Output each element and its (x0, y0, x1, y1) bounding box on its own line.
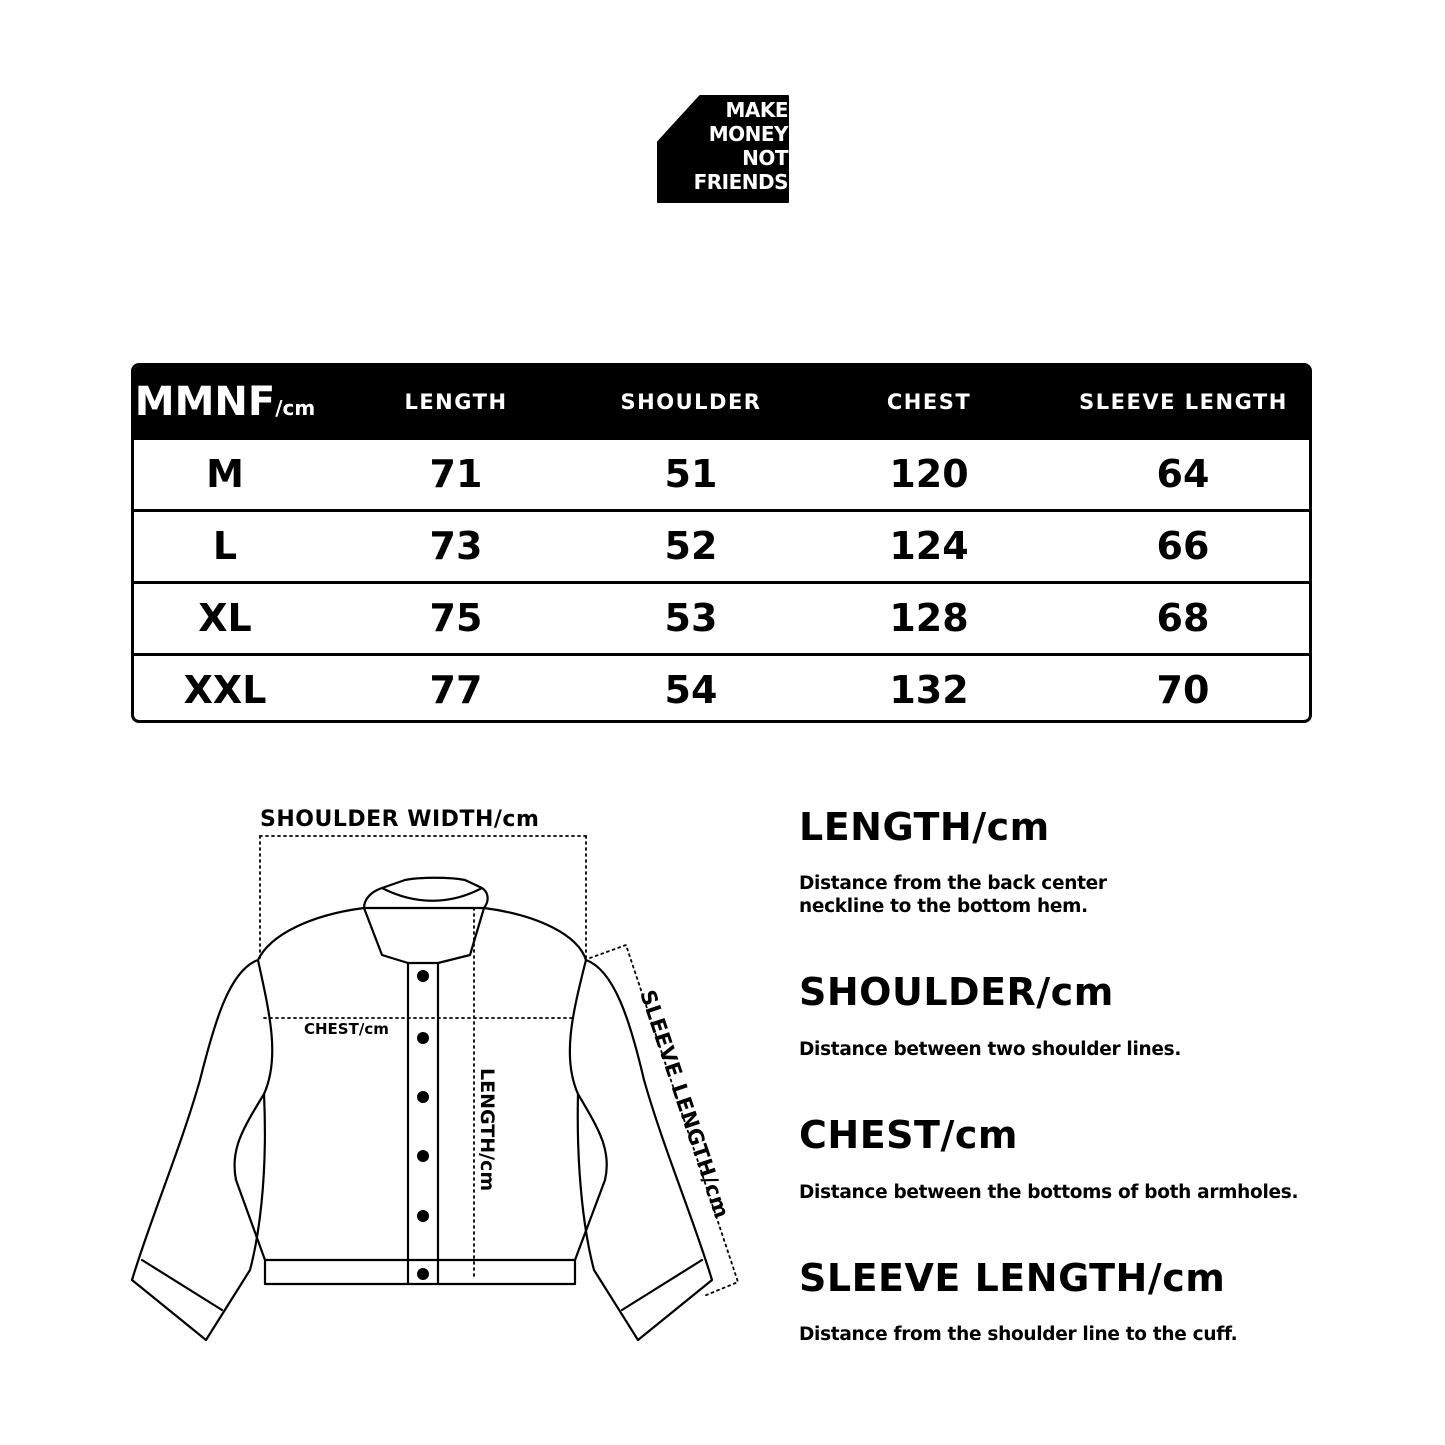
brand-name: MMNF (134, 379, 276, 425)
sleeve-length-cell: 70 (1156, 668, 1210, 712)
jacket-shoulders (258, 908, 586, 960)
button-6 (417, 1268, 429, 1280)
chest-label: CHEST/cm (304, 1020, 389, 1038)
shoulder-cell: 53 (664, 596, 718, 640)
sleeve-length-cell: 66 (1156, 524, 1210, 568)
button-5 (417, 1210, 429, 1222)
logo-line-2: MONEY (708, 122, 788, 146)
desc-line: Distance from the back center (799, 873, 1107, 894)
desc-line: Distance from the shoulder line to the cuff. (799, 1324, 1238, 1345)
definition-title-chest: CHEST/cm (799, 1113, 1018, 1157)
chest-cell: 132 (889, 668, 969, 712)
logo-line-4: FRIENDS (693, 170, 788, 194)
shoulder-cell: 52 (664, 524, 718, 568)
sleeve-length-cell: 64 (1156, 452, 1210, 496)
size-chart-table (131, 363, 1312, 723)
shoulder-cell: 54 (664, 668, 718, 712)
button-4 (417, 1150, 429, 1162)
sleeve-guide (590, 945, 738, 1296)
sleeve-length-label: SLEEVE LENGTH/cm (635, 987, 734, 1222)
definition-title-sleeve-length: SLEEVE LENGTH/cm (799, 1256, 1226, 1300)
definition-desc-chest (799, 1181, 1359, 1204)
size-cell: L (212, 524, 238, 568)
button-1 (417, 970, 429, 982)
definition-title-shoulder: SHOULDER/cm (799, 970, 1114, 1014)
shoulder-width-label: SHOULDER WIDTH/cm (260, 807, 540, 832)
header-sleeve-length: SLEEVE LENGTH (1079, 390, 1288, 414)
length-cell: 71 (429, 452, 483, 496)
jacket-left-cuff (142, 1260, 222, 1310)
definition-desc-sleeve-length (799, 1323, 1339, 1346)
size-cell: XXL (183, 668, 267, 712)
sleeve-length-cell: 68 (1156, 596, 1210, 640)
table-row (134, 581, 1309, 653)
length-cell: 75 (429, 596, 483, 640)
button-3 (417, 1091, 429, 1103)
definition-desc-shoulder (799, 1038, 1339, 1061)
table-row (134, 653, 1309, 723)
chest-cell: 128 (889, 596, 969, 640)
table-header-row (134, 366, 1309, 439)
logo-line-1: MAKE (725, 98, 788, 122)
definition-desc-length (799, 872, 1339, 918)
table-brand-header (134, 366, 316, 439)
jacket-left-sleeve (132, 960, 265, 1340)
length-cell: 77 (429, 668, 483, 712)
definition-title-length: LENGTH/cm (799, 805, 1050, 849)
brand-logo (652, 94, 792, 204)
logo-line-3: NOT (742, 146, 788, 170)
length-cell: 73 (429, 524, 483, 568)
table-row (134, 509, 1309, 581)
jacket-collar-fold (382, 888, 482, 901)
chest-cell: 124 (889, 524, 969, 568)
length-label: LENGTH/cm (476, 1068, 498, 1192)
header-chest: CHEST (886, 390, 972, 414)
size-cell: M (206, 452, 244, 496)
brand-unit: /cm (275, 396, 316, 420)
header-length: LENGTH (404, 390, 508, 414)
table-row (134, 437, 1309, 509)
shoulder-cell: 51 (664, 452, 718, 496)
desc-line: neckline to the bottom hem. (799, 896, 1088, 917)
jacket-collar (364, 878, 488, 963)
desc-line: Distance between the bottoms of both armholes. (799, 1182, 1299, 1203)
size-cell: XL (198, 596, 252, 640)
jacket-buttons (417, 970, 429, 1280)
chest-cell: 120 (889, 452, 969, 496)
jacket-measurement-diagram (120, 800, 760, 1360)
jacket-placket (408, 963, 438, 1284)
button-2 (417, 1032, 429, 1044)
desc-line: Distance between two shoulder lines. (799, 1039, 1182, 1060)
header-shoulder: SHOULDER (620, 390, 762, 414)
jacket-right-cuff (622, 1260, 702, 1310)
